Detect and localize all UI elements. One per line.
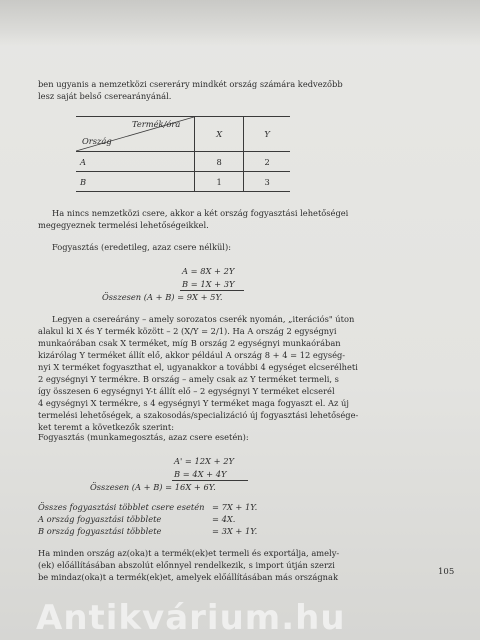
surplus-a-label: A ország fogyasztási többlete bbox=[38, 514, 162, 524]
equation-underline bbox=[180, 290, 244, 291]
consumption2-eq-a: A' = 12X + 2Y bbox=[174, 456, 234, 466]
para2-line: ket teremt a következők szerint: bbox=[38, 422, 175, 432]
table-col-y: Y bbox=[244, 117, 290, 152]
consumption1-eq-b: B = 1X + 3Y bbox=[182, 279, 235, 289]
para2-line: Legyen a csereárány – amely sorozatos cserék nyomán, „iterációs" úton bbox=[52, 314, 355, 324]
equation-underline bbox=[172, 480, 248, 481]
table-header-left: Ország bbox=[82, 136, 112, 146]
intro-line-2: lesz saját belső cserearányánál. bbox=[38, 91, 172, 101]
para2-line: kizárólag Y terméket állít elő, akkor például A ország 8 + 4 = 12 egység- bbox=[38, 350, 346, 360]
surplus-total-value: = 7X + 1Y. bbox=[212, 502, 258, 512]
consumption1-eq-total: Összesen (A + B) = 9X + 5Y. bbox=[102, 292, 223, 302]
page-number: 105 bbox=[438, 567, 455, 577]
para2-line: munkaórában csak X terméket, míg B ország 2 egységnyi munkaórában bbox=[38, 338, 341, 348]
para2-line: alakul ki X és Y termék között – 2 (X/Y = 2/1). Ha A ország 2 egységnyi bbox=[38, 326, 337, 336]
consumption1-heading: Fogyasztás (eredetileg, azaz csere nélkül): bbox=[52, 242, 231, 252]
comparative-advantage-table bbox=[76, 116, 290, 192]
table-row-label: B bbox=[76, 172, 195, 192]
consumption2-eq-b: B = 4X + 4Y bbox=[174, 469, 227, 479]
table-header-top: Termék/óra bbox=[132, 119, 181, 129]
para1-line-1: Ha nincs nemzetközi csere, akkor a két ország fogyasztási lehetőségei bbox=[52, 208, 349, 218]
table-cell: 8 bbox=[195, 152, 244, 172]
surplus-b-value: = 3X + 1Y. bbox=[212, 526, 258, 536]
table-row-label: A bbox=[76, 152, 195, 172]
table-row bbox=[76, 152, 290, 172]
para3-line-1: Ha minden ország az(oka)t a termék(ek)et termeli és exportálja, amely- bbox=[38, 548, 340, 558]
table-cell: 3 bbox=[244, 172, 290, 192]
para2-line: így összesen 6 egységnyi Y-t állít elő – 2 egységnyi Y terméket elcserél bbox=[38, 386, 335, 396]
para2-line: nyi X terméket fogyaszthat el, ugyanakkor a további 4 egységet elcserélheti bbox=[38, 362, 358, 372]
para2-line: termelési lehetőségek, a szakosodás/specializáció új fogyasztási lehetősége- bbox=[38, 410, 359, 420]
table-header-cell bbox=[76, 117, 195, 152]
para2-line: 2 egységnyi Y termékre. B ország – amely csak az Y terméket termeli, s bbox=[38, 374, 339, 384]
table-col-x: X bbox=[195, 117, 244, 152]
page-top-shadow bbox=[0, 0, 480, 46]
consumption2-eq-total: Összesen (A + B) = 16X + 6Y. bbox=[90, 482, 216, 492]
para3-line-3: be mindaz(oka)t a termék(ek)et, amelyek előállításában más országnak bbox=[38, 572, 339, 582]
table-row bbox=[76, 172, 290, 192]
consumption2-heading: Fogyasztás (munkamegosztás, azaz csere esetén): bbox=[38, 432, 249, 442]
surplus-a-value: = 4X. bbox=[212, 514, 236, 524]
para3-line-2: (ek) előállításában abszolút előnnyel rendelkezik, s import útján szerzi bbox=[38, 560, 335, 570]
consumption1-eq-a: A = 8X + 2Y bbox=[182, 266, 235, 276]
table-cell: 2 bbox=[244, 152, 290, 172]
para1-line-2: megegyeznek termelési lehetőségeikkel. bbox=[38, 220, 209, 230]
para2-line: 4 egységnyi X termékre, s 4 egységnyi Y terméket maga fogyaszt el. Az új bbox=[38, 398, 349, 408]
table-cell: 1 bbox=[195, 172, 244, 192]
intro-line-1: ben ugyanis a nemzetközi csereráry mindkét ország számára kedvezőbb bbox=[38, 79, 343, 89]
surplus-b-label: B ország fogyasztási többlete bbox=[38, 526, 162, 536]
watermark: Antikvárium.hu bbox=[36, 598, 346, 638]
surplus-total-label: Összes fogyasztási többlet csere esetén bbox=[38, 502, 205, 512]
